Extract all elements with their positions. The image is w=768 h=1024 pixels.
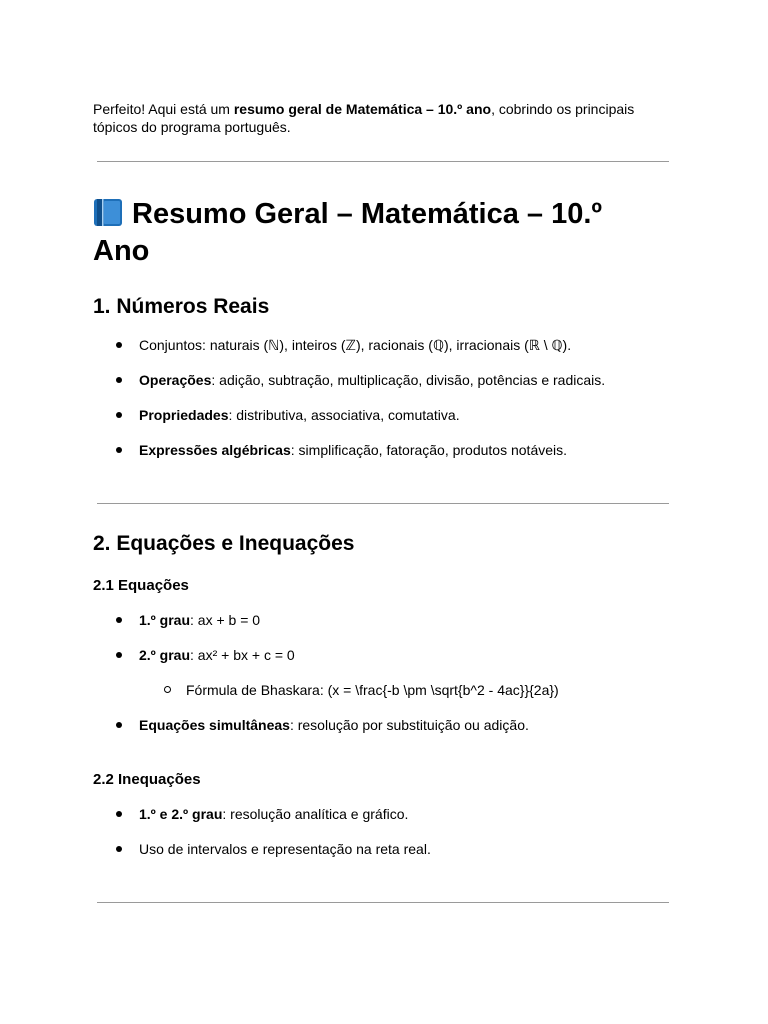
list-item: 1.º grau: ax + b = 0 — [139, 612, 261, 628]
list-item: Equações simultâneas: resolução por substituição ou adição. — [139, 717, 529, 733]
list-item: Conjuntos: naturais (ℕ), inteiros (ℤ), racionais (ℚ), irracionais (ℝ \ ℚ). — [139, 337, 572, 353]
horizontal-rule — [97, 902, 669, 903]
list-item: Operações: adição, subtração, multiplicação, divisão, potências e radicais. — [139, 372, 606, 388]
horizontal-rule — [97, 503, 669, 504]
page-title-text: Resumo Geral – Matemática – 10.º Ano — [93, 198, 602, 267]
list-item: Propriedades: distributiva, associativa, comutativa. — [139, 407, 460, 423]
intro-paragraph — [93, 100, 663, 136]
intro-prefix: Perfeito! Aqui está um — [93, 101, 234, 117]
intro-bold: resumo geral de Matemática – 10.º ano — [233, 101, 492, 117]
intro-suffix: , cobrindo os principais tópicos do programa português. — [93, 101, 635, 135]
list-item: Uso de intervalos e representação na reta real. — [139, 841, 431, 857]
sub-list-item: Fórmula de Bhaskara: (x = \frac{-b \pm \sqrt{b^2 - 4ac}}{2a}) — [186, 682, 559, 698]
section-1-heading: 1. Números Reais — [93, 295, 270, 318]
section-2-heading: 2. Equações e Inequações — [93, 532, 355, 555]
horizontal-rule — [97, 161, 669, 162]
page-title — [93, 196, 663, 270]
list-item: Expressões algébricas: simplificação, fatoração, produtos notáveis. — [139, 442, 568, 458]
list-item: 2.º grau: ax² + bx + c = 0 — [139, 647, 295, 663]
blue-book-icon — [93, 198, 123, 227]
subsection-2-1-heading: 2.1 Equações — [93, 577, 189, 594]
list-item: 1.º e 2.º grau: resolução analítica e gráfico. — [139, 806, 409, 822]
subsection-2-2-heading: 2.2 Inequações — [93, 771, 201, 788]
